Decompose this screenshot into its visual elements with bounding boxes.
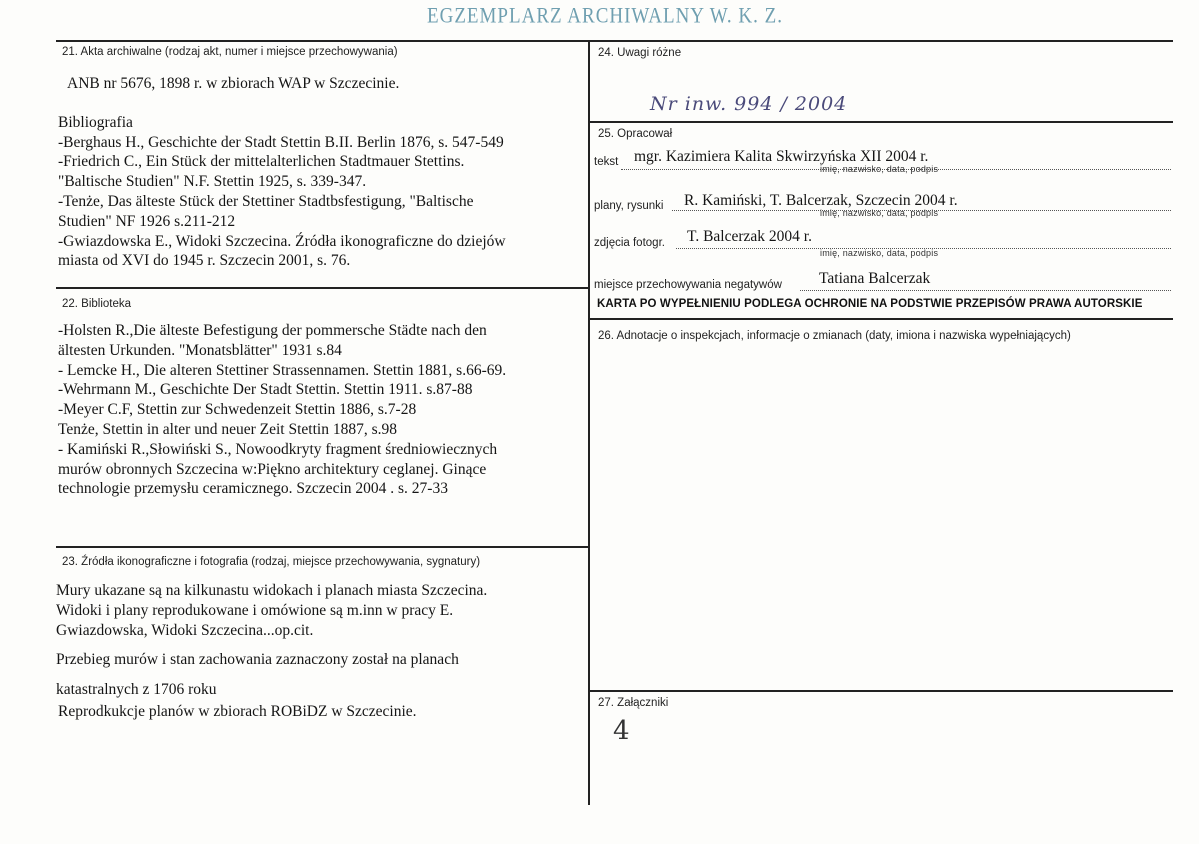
bibliography-line: -Tenże, Das älteste Stück der Stettiner Stadtbsfestigung, "Baltische [58,192,474,210]
iconography-line: katastralnych z 1706 roku [56,681,217,698]
inventory-number-handwriting: Nr inw. 994 / 2004 [650,93,848,115]
bibliography-title: Bibliografia [58,113,133,131]
iconography-line: Gwiazdowska, Widoki Szczecina...op.cit. [56,621,314,639]
bibliography-line: "Baltische Studien" N.F. Stettin 1925, s. 339-347. [58,173,367,191]
archive-record-line: ANB nr 5676, 1898 r. w zbiorach WAP w Szczecinie. [67,75,400,92]
drawings-author-label: plany, rysunki [594,200,664,212]
text-author-value: mgr. Kazimiera Kalita Skwirzyńska XII 2004 r. [634,148,929,165]
library-line: Tenże, Stettin in alter und neuer Zeit Stettin 1887, s.98 [58,420,397,438]
bibliography-line: miasta od XVI do 1945 r. Szczecin 2001, s. 76. [58,252,351,270]
library-line: -Wehrmann M., Geschichte Der Stadt Stettin. Stettin 1911. s.87-88 [58,381,473,399]
library-line: murów obronnych Szczecina w:Piękno architektury ceglanej. Ginące [58,460,487,478]
drawings-author-value: R. Kamiński, T. Balcerzak, Szczecin 2004 r. [684,192,958,209]
iconography-line: Mury ukazane są na kilkunastu widokach i planach miasta Szczecina. [56,582,488,599]
section-26-header: 26. Adnotacje o inspekcjach, informacje o zmianach (daty, imiona i nazwiska wypełniających) [598,330,1071,342]
library-line: -Holsten R.,Die älteste Befestigung der pommersche Städte nach den [58,322,487,339]
negatives-location-label: miejsce przechowywania negatywów [594,279,782,291]
bibliography-line: -Friedrich C., Ein Stück der mittelalterlichen Stadtmauer Stettins. [58,153,465,171]
bibliography-line: Studien" NF 1926 s.211-212 [58,212,236,230]
field-caption: imię, nazwisko, data, podpis [820,164,939,174]
bibliography-line: -Berghaus H., Geschichte der Stadt Stettin B.II. Berlin 1876, s. 547-549 [58,133,504,151]
library-line: -Meyer C.F, Stettin zur Schwedenzeit Stettin 1886, s.7-28 [58,401,417,419]
iconography-line: Widoki i plany reprodukowane i omówione są m.inn w pracy E. [56,601,454,619]
field-caption: imię, nazwisko, data, podpis [820,208,939,218]
photos-author-label: zdjęcia fotogr. [594,237,665,249]
rule-22-23 [56,546,589,548]
rule-21-22 [56,287,589,289]
library-line: - Kamiński R.,Słowiński S., Nowoodkryty fragment średniowiecznych [58,440,498,458]
photos-author-value: T. Balcerzak 2004 r. [687,228,812,245]
rule-25-26 [589,318,1173,320]
library-line: ältesten Urkunden. "Monatsblätter" 1931 s.84 [58,341,342,359]
library-line: - Lemcke H., Die alteren Stettiner Strassennamen. Stettin 1881, s.66-69. [58,361,507,379]
section-23-body [56,581,487,640]
iconography-line: Przebieg murów i stan zachowania zaznaczony został na planach [56,651,459,668]
rule-26-27 [589,690,1173,692]
attachments-count-handwriting: 4 [613,716,630,746]
library-line: technologie przemysłu ceramicznego. Szczecin 2004 . s. 27-33 [58,480,448,498]
section-27-header: 27. Załączniki [598,697,669,709]
text-author-label: tekst [594,156,619,168]
rule-24-25 [589,121,1173,123]
section-25-header: 25. Opracował [598,128,673,140]
section-22-header: 22. Biblioteka [62,298,132,310]
section-21-body [58,74,506,271]
section-22-body [58,321,506,499]
section-21-header: 21. Akta archiwalne (rodzaj akt, numer i miejsce przechowywania) [62,46,398,58]
negatives-location-value: Tatiana Balcerzak [819,270,931,287]
copyright-warning: KARTA PO WYPEŁNIENIU PODLEGA OCHRONIE NA PODSTWIE PRZEPISÓW PRAWA AUTORSKIE [597,298,1143,310]
section-23-header: 23. Źródła ikonograficzne i fotografia (rodzaj, miejsce przechowywania, sygnatury) [62,556,481,568]
field-caption: imię, nazwisko, data, podpis [820,248,939,258]
iconography-line: Reprodkukcje planów w zbiorach ROBiDZ w Szczecinie. [58,703,417,720]
section-24-header: 24. Uwagi różne [598,47,682,59]
top-rule [56,40,1173,42]
bibliography-line: -Gwiazdowska E., Widoki Szczecina. Źródła ikonograficzne do dziejów [58,232,506,250]
archive-stamp: EGZEMPLARZ ARCHIWALNY W. K. Z. [427,4,783,29]
